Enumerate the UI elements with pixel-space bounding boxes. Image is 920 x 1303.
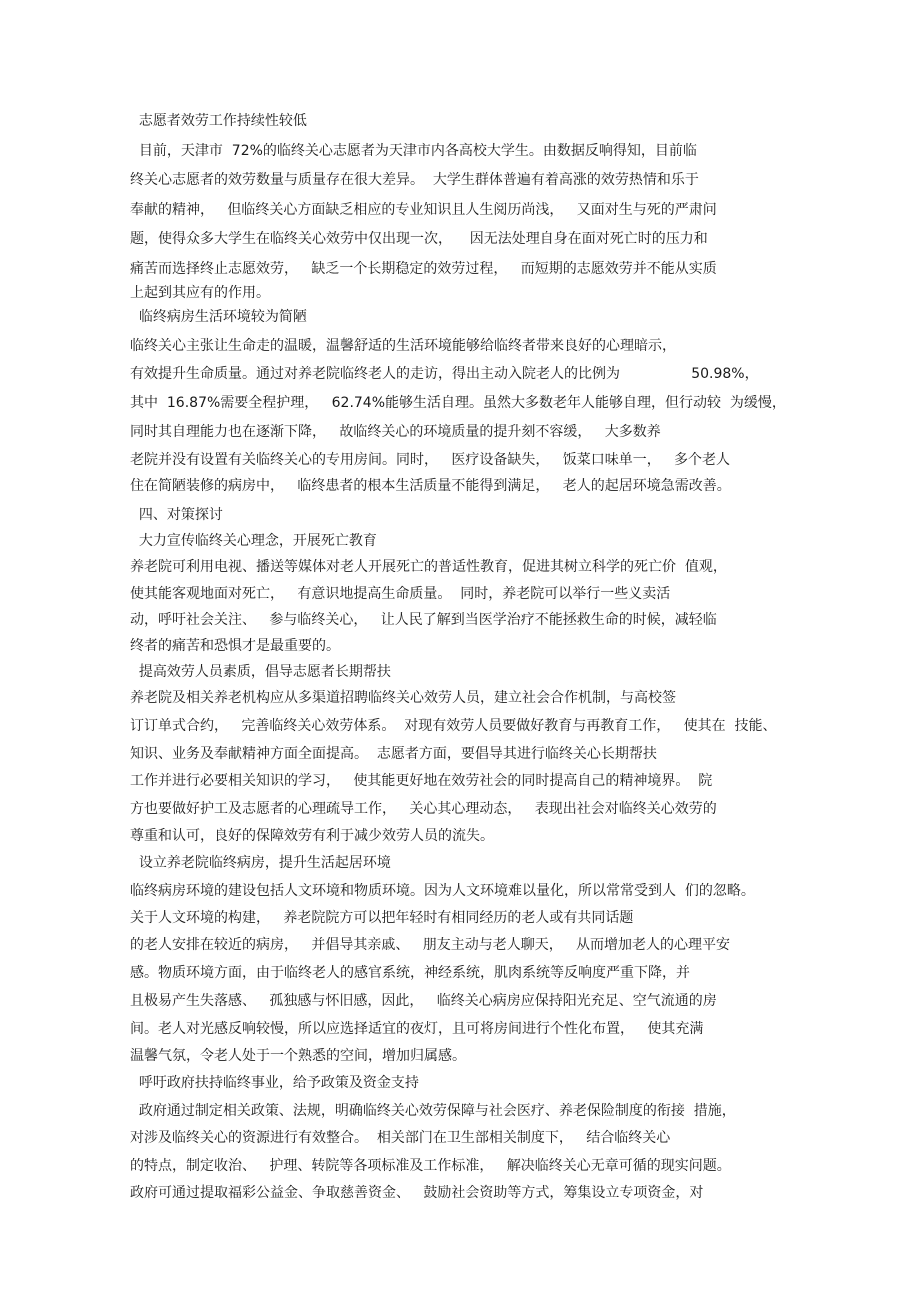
paragraph-line: 养老院可利用电视、播送等媒体对老人开展死亡的普适性教育，促进其树立科学的死亡价 值观， xyxy=(130,559,727,575)
section-heading-ward-environment: 临终病房生活环境较为简陋 xyxy=(130,309,307,325)
paragraph-line: 养老院及相关养老机构应从多渠道招聘临终关心效劳人员，建立社会合作机制，与高校签 xyxy=(130,690,676,706)
paragraph-line: 感。物质环境方面，由于临终老人的感官系统，神经系统，肌肉系统等反响度严重下降，并 xyxy=(130,965,690,981)
paragraph-line: 订订单式合约， 完善临终关心效劳体系。 对现有效劳人员要做好教育与再教育工作， 使其在 技能、 xyxy=(130,718,777,734)
section-heading-volunteer-sustainability: 志愿者效劳工作持续性较低 xyxy=(130,113,307,129)
paragraph-line: 关于人文环境的构建， 养老院院方可以把年轻时有相同经历的老人或有共同话题 xyxy=(130,910,634,926)
paragraph-line: 终者的痛苦和恐惧才是最重要的。 xyxy=(130,638,340,654)
paragraph-line: 题，使得众多大学生在临终关心效劳中仅出现一次， 因无法处理自身在面对死亡时的压力和 xyxy=(130,231,708,247)
paragraph-line: 老院并没有设置有关临终关心的专用房间。同时， 医疗设备缺失， 饭菜口味单一， 多个老人 xyxy=(130,452,731,468)
subheading-government-support: 呼吁政府扶持临终事业，给予政策及资金支持 xyxy=(130,1075,419,1091)
paragraph-line: 的老人安排在较近的病房， 并倡导其亲戚、 朋友主动与老人聊天， 从而增加老人的心理平安 xyxy=(130,937,731,953)
paragraph-line: 政府可通过提取福彩公益金、争取慈善资金、 鼓励社会资助等方式，筹集设立专项资金，对 xyxy=(130,1185,704,1201)
paragraph-line: 尊重和认可，良好的保障效劳有利于减少效劳人员的流失。 xyxy=(130,828,494,844)
subheading-publicity-education: 大力宣传临终关心理念，开展死亡教育 xyxy=(130,533,377,549)
paragraph-line: 动，呼吁社会关注、 参与临终关心， 让人民了解到当医学治疗不能拯救生命的时候，减轻临 xyxy=(130,612,717,628)
paragraph-line: 目前，天津市 72%的临终关心志愿者为天津市内各高校大学生。由数据反响得知，目前临 xyxy=(130,143,697,159)
paragraph-line: 临终关心主张让生命走的温暖，温馨舒适的生活环境能够给临终者带来良好的心理暗示， xyxy=(130,338,676,354)
paragraph-line: 奉献的精神， 但临终关心方面缺乏相应的专业知识且人生阅历尚浅， 又面对生与死的严肃问 xyxy=(130,202,717,218)
section-heading-countermeasures: 四、对策探讨 xyxy=(130,507,223,523)
subheading-staff-quality: 提高效劳人员素质，倡导志愿者长期帮扶 xyxy=(130,664,391,680)
paragraph-line: 的特点，制定收治、 护理、转院等各项标准及工作标准， 解决临终关心无章可循的现实问题。 xyxy=(130,1158,731,1174)
paragraph-line: 上起到其应有的作用。 xyxy=(130,285,270,301)
paragraph-line: 同时其自理能力也在逐渐下降， 故临终关心的环境质量的提升刻不容缓， 大多数养 xyxy=(130,424,661,440)
paragraph-line: 对涉及临终关心的资源进行有效整合。 相关部门在卫生部相关制度下， 结合临终关心 xyxy=(130,1130,671,1146)
paragraph-line: 且极易产生失落感、 孤独感与怀旧感，因此， 临终关心病房应保持阳光充足、空气流通的房 xyxy=(130,993,717,1009)
paragraph-line: 有效提升生命质量。通过对养老院临终老人的走访，得出主动入院老人的比例为 50.98%， xyxy=(130,366,759,382)
paragraph-line: 方也要做好护工及志愿者的心理疏导工作， 关心其心理动态， 表现出社会对临终关心效劳的 xyxy=(130,801,717,817)
paragraph-line: 临终病房环境的建设包括人文环境和物质环境。因为人文环境难以量化，所以常常受到人 们的忽略。 xyxy=(130,883,755,899)
paragraph-line: 知识、业务及奉献精神方面全面提高。 志愿者方面，要倡导其进行临终关心长期帮扶 xyxy=(130,746,657,762)
paragraph-line: 间。老人对光感反响较慢，所以应选择适宜的夜灯，且可将房间进行个性化布置， 使其充满 xyxy=(130,1021,704,1037)
paragraph-line: 工作并进行必要相关知识的学习， 使其能更好地在效劳社会的同时提高自己的精神境界。 院 xyxy=(130,773,713,789)
paragraph-line: 温馨气氛，令老人处于一个熟悉的空间，增加归属感。 xyxy=(130,1048,466,1064)
paragraph-line: 使其能客观地面对死亡， 有意识地提高生命质量。 同时，养老院可以举行一些义卖活 xyxy=(130,586,671,602)
paragraph-line: 政府通过制定相关政策、法规，明确临终关心效劳保障与社会医疗、养老保险制度的衔接 措施， xyxy=(130,1103,736,1119)
paragraph-line: 终关心志愿者的效劳数量与质量存在很大差异。 大学生群体普遍有着高涨的效劳热情和乐于 xyxy=(130,172,699,188)
paragraph-line: 住在简陋装修的病房中， 临终患者的根本生活质量不能得到满足， 老人的起居环境急需改善。 xyxy=(130,478,731,494)
subheading-hospice-ward: 设立养老院临终病房，提升生活起居环境 xyxy=(130,855,391,871)
paragraph-line: 其中 16.87%需要全程护理， 62.74%能够生活自理。虽然大多数老年人能够自理，但行动较 为缓慢， xyxy=(130,395,786,411)
paragraph-line: 痛苦而选择终止志愿效劳， 缺乏一个长期稳定的效劳过程， 而短期的志愿效劳并不能从实质 xyxy=(130,261,717,277)
